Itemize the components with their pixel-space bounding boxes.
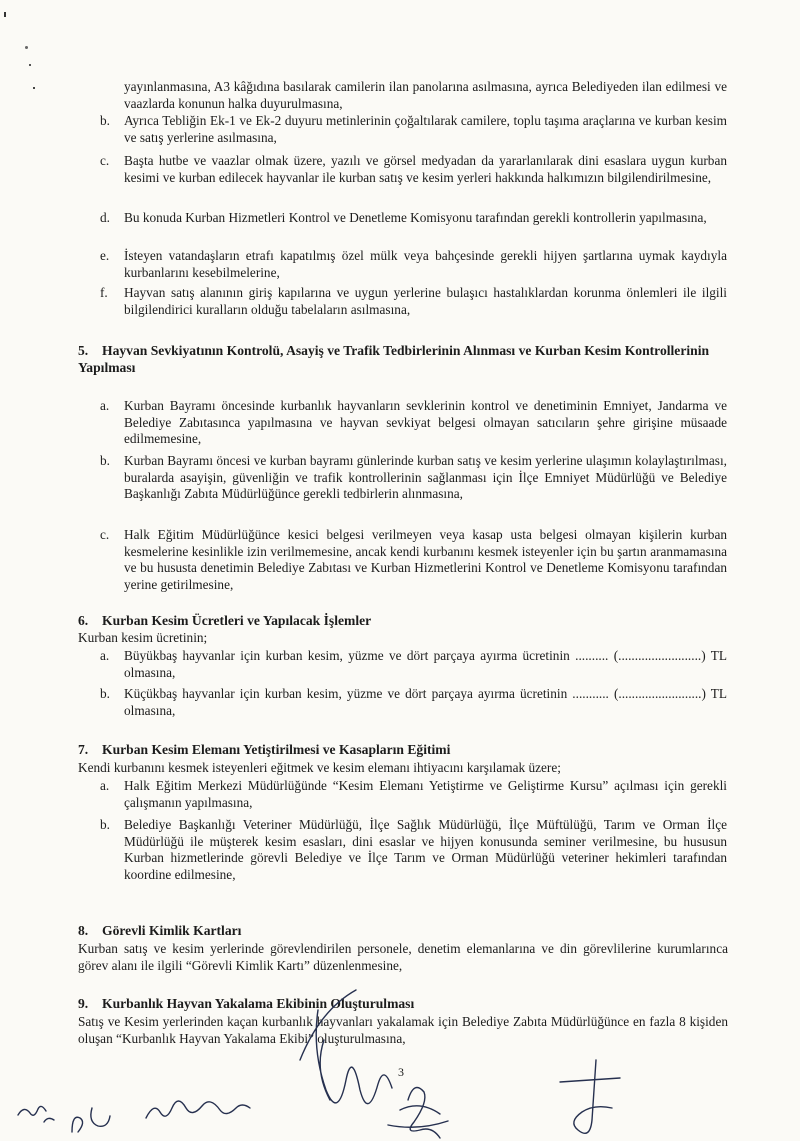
list-item-label: a.: [100, 778, 110, 793]
signature-mark: [72, 1108, 110, 1132]
section-title: Kurban Kesim Ücretleri ve Yapılacak İşlemler: [102, 613, 372, 628]
section-paragraph: Kurban satış ve kesim yerlerinde görevlendirilen personele, denetim elemanlarına ve din görevlilerine kurumlarınca görev alanı ile ilgili “Görevli Kimlik Kartı” düzenlenmesine,: [78, 941, 728, 973]
list-item-label: e.: [100, 248, 110, 263]
list-item-label: c.: [100, 153, 110, 168]
section-heading: [78, 995, 728, 1012]
list-item-label: d.: [100, 210, 110, 225]
list-item-text: Hayvan satış alanının giriş kapılarına ve uygun yerlerine bulaşıcı hastalıklardan korunma önlemleri ile ilgili bilgilendirici kuralların olduğu tabelaların asılmasına,: [124, 285, 727, 317]
scan-speck: [33, 87, 35, 89]
list-item-text: Ayrıca Tebliğin Ek-1 ve Ek-2 duyuru metinlerinin çoğaltılarak camilere, toplu taşıma araçlarına ve kurban kesim ve satış yerlerine asılmasına,: [124, 113, 727, 145]
list-item-text: Kurban Bayramı öncesi ve kurban bayramı günlerinde kurban satış ve kesim yerlerine ulaşımın kolaylaştırılması, buralarda asayişin, güvenliğin ve trafik kontrollerinin sağlanması için İlçe Emniyet Müdürlüğü ve Belediye Başkanlığı Zabıta Müdürlüğünce gerekli tedbirlerin alınmasına,: [124, 453, 727, 501]
list-item-label: b.: [100, 453, 110, 468]
page-number: 3: [398, 1065, 404, 1079]
list-item-label: b.: [100, 113, 110, 128]
section-number: 7.: [78, 742, 89, 757]
list-item-text: Belediye Başkanlığı Veteriner Müdürlüğü, İlçe Sağlık Müdürlüğü, İlçe Müftülüğü, Tarım ve Orman İlçe Müdürlüğü ile müşterek kesim esasları, dini esaslar ve hijyen konusunda seminer verilmesine, bu hususun Kurban hizmetlerinde görevli Belediye ve İlçe Tarım ve Orman Müdürlüğü veteriner hekimleri tarafından koordine edilmesine,: [124, 817, 727, 882]
list-item-label: a.: [100, 648, 110, 663]
scan-speck: [25, 46, 28, 49]
list-item-text: İsteyen vatandaşların etrafı kapatılmış özel mülk veya bahçesinde gerekli hijyen şartlarına uymak kaydıyla kurbanlarını kesebilmelerine,: [124, 248, 727, 280]
list-item-text: Başta hutbe ve vaazlar olmak üzere, yazılı ve görsel medyadan da yararlanılarak dini esaslara uygun kurban kesimi ve kurban edilecek hayvanlar ile kurban satış ve kesim yerleri hakkında halkımızın bilgilendirilmesine,: [124, 153, 727, 185]
section-heading: [78, 741, 728, 758]
list-item-label: a.: [100, 398, 110, 413]
scan-speck: [29, 64, 31, 66]
section-heading: [78, 342, 728, 376]
section-title: Kurban Kesim Elemanı Yetiştirilmesi ve Kasapların Eğitimi: [102, 742, 451, 757]
scan-speck: [4, 12, 6, 17]
section-heading: [78, 922, 728, 939]
section-number: 5.: [78, 343, 89, 358]
section-intro: Kendi kurbanını kesmek isteyenleri eğitmek ve kesim elemanı ihtiyacını karşılamak üzere;: [78, 760, 561, 775]
list-item-text: Bu konuda Kurban Hizmetleri Kontrol ve Denetleme Komisyonu tarafından gerekli kontrollerin yapılmasına,: [124, 210, 707, 225]
section-title: Kurbanlık Hayvan Yakalama Ekibinin Oluşturulması: [102, 996, 415, 1011]
list-item-label: b.: [100, 686, 110, 701]
list-item-text: Küçükbaş hayvanlar için kurban kesim, yüzme ve dört parçaya ayırma ücretinin ........... (.........................) TL olmasına,: [124, 686, 727, 718]
signature-mark: [18, 1106, 54, 1122]
list-item-label: f.: [100, 285, 108, 300]
section-heading: [78, 612, 728, 629]
signature-mark: [146, 1101, 250, 1118]
section-number: 8.: [78, 923, 89, 938]
list-item-text: Kurban Bayramı öncesinde kurbanlık hayvanların sevklerinin kontrol ve denetiminin Emniyet, Jandarma ve Belediye Zabıtasınca yapılmasına ve hayvan sevkiyat belgesi olmayan satıcıların şehre girişine müsaade edilmemesine,: [124, 398, 727, 446]
list-item-label: c.: [100, 527, 110, 542]
section-title: Hayvan Sevkiyatının Kontrolü, Asayiş ve Trafik Tedbirlerinin Alınması ve Kurban Kesim Kontrollerinin Yapılması: [78, 343, 710, 375]
list-item-text: Halk Eğitim Merkezi Müdürlüğünde “Kesim Elemanı Yetiştirme ve Geliştirme Kursu” açılması için gerekli çalışmanın yapılmasına,: [124, 778, 727, 810]
list-item-text: Halk Eğitim Müdürlüğünce kesici belgesi verilmeyen veya kasap usta belgesi olmayan kişilerin kurban kesmelerine kesinlikle izin verilmemesine, ancak kendi kurbanını kesmek isteyenler için bu şartın aranmamasına ve bu hususta denetimin Belediye Zabıtası ve Kurban Hizmetlerini Kontrol ve Denetleme Komisyonu tarafından yerine getirilmesine,: [124, 527, 727, 592]
list-item-text: Büyükbaş hayvanlar için kurban kesim, yüzme ve dört parçaya ayırma ücretinin .......... (.........................) TL olmasına,: [124, 648, 727, 680]
section-number: 6.: [78, 613, 89, 628]
section-number: 9.: [78, 996, 89, 1011]
signature-mark: [388, 1088, 448, 1139]
section-intro: Kurban kesim ücretinin;: [78, 630, 208, 645]
list-item-label: b.: [100, 817, 110, 832]
signature-mark: [560, 1060, 620, 1133]
section-title: Görevli Kimlik Kartları: [102, 923, 242, 938]
section-paragraph: Satış ve Kesim yerlerinden kaçan kurbanlık hayvanları yakalamak için Belediye Zabıta Müdürlüğünce en fazla 8 kişiden oluşan “Kurbanlık Hayvan Yakalama Ekibi” oluşturulmasına,: [78, 1014, 728, 1046]
intro-paragraph: yayınlanmasına, A3 kâğıdına basılarak camilerin ilan panolarına asılmasına, ayrıca Belediyeden ilan edilmesi ve vaazlarda konunun halka duyurulmasına,: [124, 79, 727, 111]
